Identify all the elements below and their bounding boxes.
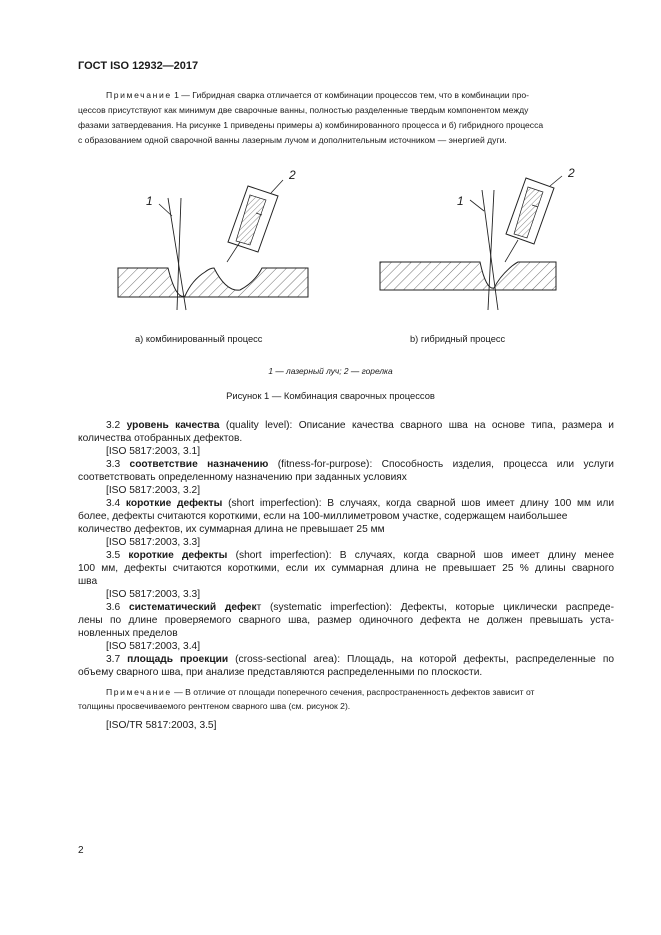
term-title: короткие дефекты (125, 498, 223, 509)
plate-a (118, 268, 308, 297)
label-beam-b: 1 (457, 194, 464, 208)
term-3-4-line-2: более, дефекты считаются короткими, если на 100-миллиметровом участке, содержащем наибольшее (78, 511, 568, 522)
term-text: (cross-sectional area): Площадь, на которой дефекты, распределенные по (228, 654, 614, 665)
note-2-line-1 (106, 685, 534, 700)
note-1-line-3: фазами затвердевания. На рисунке 1 приведены примеры а) комбинированного процесса и б) гибридного процесса (78, 120, 544, 130)
term-3-5-line-3: шва (78, 576, 98, 587)
term-3-4-line-1 (106, 497, 614, 510)
term-number: 3.7 (106, 654, 121, 665)
term-title: площадь проекции (127, 654, 229, 665)
term-3-4-line-3: количество дефектов, их суммарная длина не превышает 25 мм (78, 524, 385, 535)
label-beam-a: 1 (146, 194, 153, 208)
term-number: 3.5 (106, 550, 121, 561)
label-torch-b: 2 (568, 166, 575, 180)
note-1-text-1: 1 — Гибридная сварка отличается от комбинации процессов тем, что в комбинации про- (171, 90, 530, 100)
term-number: 3.3 (106, 459, 121, 470)
plate-b (380, 262, 556, 290)
term-3-2-line-2: количества отобранных дефектов. (78, 433, 243, 444)
term-number: 3.6 (106, 602, 121, 613)
term-3-5-line-1 (106, 549, 614, 562)
term-3-3-line-1 (106, 458, 614, 471)
figure-title: Рисунок 1 — Комбинация сварочных процессов (226, 390, 435, 401)
term-text: (short imperfection): В случаях, когда сварной шов имеет длину 100 мм или (222, 498, 615, 509)
term-title: соответствие назначению (129, 459, 269, 470)
term-title: короткие дефекты (128, 550, 228, 561)
note-2-line-2: толщины просвечиваемого рентгеном сварного шва (см. рисунок 2). (78, 701, 351, 711)
torch-b (505, 178, 554, 262)
term-title: уровень качества (126, 420, 220, 431)
term-3-7-line-1 (106, 653, 614, 666)
term-3-6-line-2: лены по длине проверяемого сварного шва, размер одиночного дефекта не должен превышать уста- (78, 615, 614, 626)
caption-b: b) гибридный процесс (410, 334, 506, 344)
figure-legend: 1 — лазерный луч; 2 — горелка (268, 366, 393, 376)
caption-a: а) комбинированный процесс (135, 334, 263, 344)
leader-torch-a (271, 180, 283, 193)
term-3-2-line-1 (106, 419, 614, 432)
term-3-7-line-2: объему сварного шва, при анализе представляются распределенными по плоскости. (78, 667, 483, 678)
term-text: (short imperfection): В случаях, когда сварной шов имеет длину менее (227, 550, 614, 561)
note-1-prefix: Примечание (106, 90, 172, 100)
term-3-6-line-1 (106, 601, 614, 614)
term-title-tail: т (256, 602, 262, 613)
term-text: (systematic imperfection): Дефекты, которые циклически распреде- (261, 602, 614, 613)
laser-beam-b (482, 190, 498, 310)
term-text: (quality level): Описание качества сварного шва на основе типа, размера и (219, 420, 614, 431)
term-3-3-ref: [ISO 5817:2003, 3.2] (106, 485, 201, 496)
term-3-5-ref: [ISO 5817:2003, 3.3] (106, 589, 201, 600)
note-1-line-4: с образованием одной сварочной ванны лазерным лучом и дополнительным источником — энергией дуги. (78, 135, 507, 145)
term-number: 3.2 (106, 420, 121, 431)
term-number: 3.4 (106, 498, 121, 509)
term-text: (fitness-for-purpose): Способность изделия, процесса или услуги (268, 459, 614, 470)
note-2-text-1: — В отличие от площади поперечного сечения, распространенность дефектов зависит от (171, 687, 535, 697)
term-3-5-line-2: 100 мм, дефекты считаются короткими, если их суммарная длина не превышает 25 % длины сварного (78, 563, 614, 574)
torch-a (227, 186, 278, 262)
label-torch-a: 2 (289, 168, 296, 182)
leader-beam-b (470, 200, 484, 211)
page-number: 2 (78, 845, 84, 856)
note-2-ref: [ISO/TR 5817:2003, 3.5] (106, 720, 217, 731)
note-1-line-2: цессов присутствуют как минимум две сварочные ванны, полностью разделенные твердым компонентом между (78, 105, 529, 115)
term-3-6-line-3: новленных пределов (78, 628, 178, 639)
leader-torch-b (550, 176, 562, 186)
term-title: систематический дефек (128, 602, 257, 613)
note-2-prefix: Примечание (106, 687, 172, 697)
term-3-3-line-2: соответствовать определенному назначению при заданных условиях (78, 472, 407, 483)
term-3-4-ref: [ISO 5817:2003, 3.3] (106, 537, 201, 548)
term-3-6-ref: [ISO 5817:2003, 3.4] (106, 641, 201, 652)
document-header: ГОСТ ISO 12932—2017 (78, 60, 199, 72)
term-3-2-ref: [ISO 5817:2003, 3.1] (106, 446, 201, 457)
